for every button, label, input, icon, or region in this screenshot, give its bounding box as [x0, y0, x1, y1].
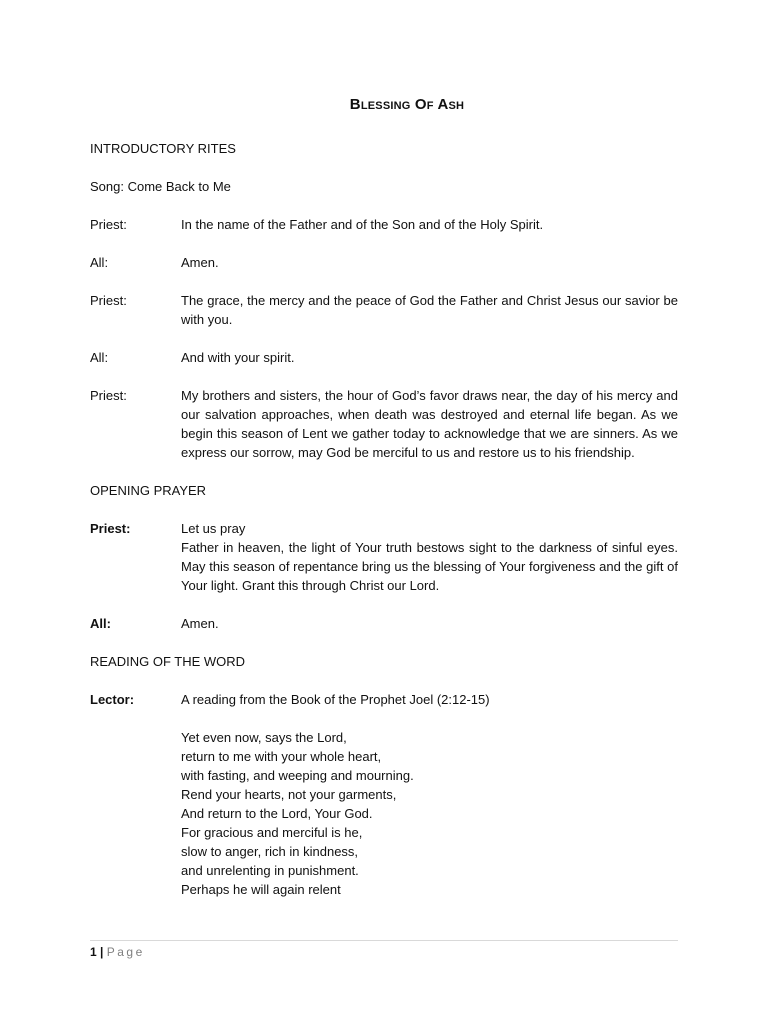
- dialog-row: [90, 215, 678, 234]
- dialog-row: [90, 348, 678, 367]
- dialog-row: [90, 291, 678, 329]
- dialog-text-block: [181, 519, 678, 595]
- document-title: Blessing Of Ash: [349, 96, 465, 113]
- song-line: Song: Come Back to Me: [90, 179, 231, 194]
- dialog-text: Amen.: [181, 255, 219, 270]
- page-footer: [90, 940, 678, 960]
- dialog-text: My brothers and sisters, the hour of God’s favor draws near, the day of his mercy and our salvation approaches, when death was destroyed and eternal life began. As we begin this season of Lent we gather today to acknowledge that we are sinners. As we express our sorrow, may God be merciful to us and restore us to his friendship.: [181, 388, 678, 460]
- reading-intro: A reading from the Book of the Prophet Joel (2:12-15): [181, 692, 490, 707]
- prayer-text: Father in heaven, the light of Your truth bestows sight to the darkness of sinful eyes. May this season of repentance bring us the blessing of Your forgiveness and the gift of Your light. Grant this through Christ our Lord.: [181, 540, 678, 593]
- verse-line: slow to anger, rich in kindness,: [181, 844, 359, 859]
- dialog-text-block: [181, 690, 678, 899]
- dialog-row: [90, 614, 678, 633]
- verse-line: and unrelenting in punishment.: [181, 863, 359, 878]
- dialog-row: [90, 690, 678, 899]
- verse-line: with fasting, and weeping and mourning.: [181, 768, 414, 783]
- verse-line: return to me with your whole heart,: [181, 749, 382, 764]
- section-heading-introductory: INTRODUCTORY RITES: [90, 141, 236, 156]
- section-heading-reading: READING OF THE WORD: [90, 654, 246, 669]
- verse-line: And return to the Lord, Your God.: [181, 806, 373, 821]
- verse-line: Rend your hearts, not your garments,: [181, 787, 397, 802]
- dialog-text: The grace, the mercy and the peace of God the Father and Christ Jesus our savior be with you.: [181, 293, 678, 327]
- speaker-label: Priest:: [90, 521, 131, 536]
- scripture-verse: [181, 728, 678, 899]
- section-heading-opening-prayer: OPENING PRAYER: [90, 483, 207, 498]
- page-separator: |: [100, 945, 104, 959]
- dialog-row: [90, 253, 678, 272]
- speaker-label: Priest:: [90, 388, 127, 403]
- verse-line: Perhaps he will again relent: [181, 882, 341, 897]
- speaker-label: All:: [90, 255, 109, 270]
- page-label: Page: [106, 945, 145, 959]
- dialog-text: In the name of the Father and of the Son and of the Holy Spirit.: [181, 217, 544, 232]
- speaker-label: Lector:: [90, 692, 135, 707]
- dialog-row: [90, 519, 678, 595]
- speaker-label: All:: [90, 350, 109, 365]
- verse-line: For gracious and merciful is he,: [181, 825, 363, 840]
- dialog-text: Amen.: [181, 616, 219, 631]
- speaker-label: Priest:: [90, 217, 127, 232]
- document-body: [90, 139, 678, 918]
- dialog-row: [90, 386, 678, 462]
- verse-line: Yet even now, says the Lord,: [181, 730, 347, 745]
- prayer-intro: Let us pray: [181, 521, 246, 536]
- speaker-label: Priest:: [90, 293, 127, 308]
- page-number: 1: [90, 945, 97, 959]
- speaker-label: All:: [90, 616, 111, 631]
- dialog-text: And with your spirit.: [181, 350, 295, 365]
